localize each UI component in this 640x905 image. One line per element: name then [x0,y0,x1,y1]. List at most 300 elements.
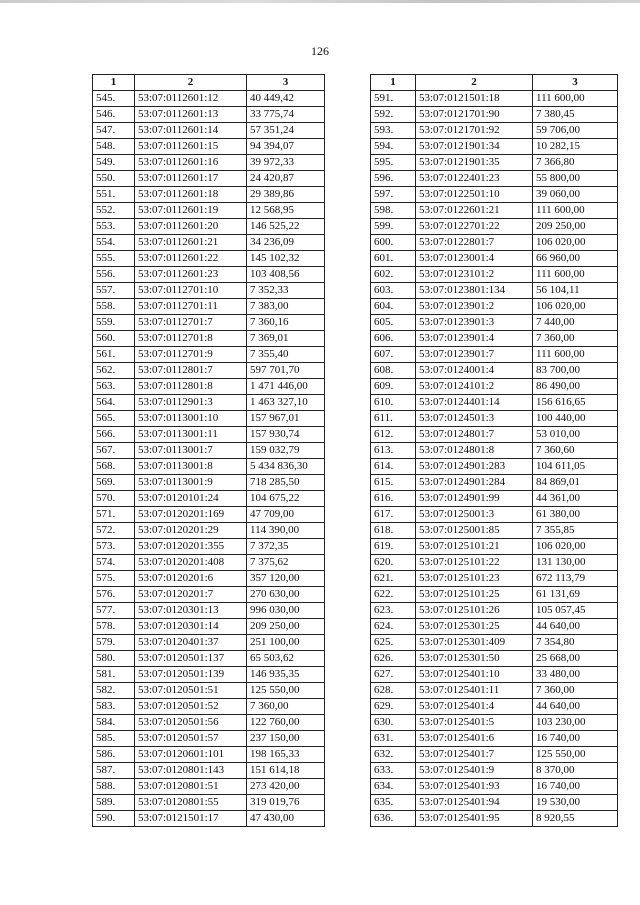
cadastral-number-cell: 53:07:0121901:34 [416,139,533,155]
table-row [93,443,325,459]
table-row [371,203,618,219]
row-number-cell: 587. [93,763,135,779]
cadastral-number-cell: 53:07:0120301:14 [135,619,247,635]
value-cell: 106 020,00 [533,299,618,315]
row-number-cell: 607. [371,347,416,363]
value-cell: 39 972,33 [247,155,325,171]
cadastral-number-cell: 53:07:0125101:26 [416,603,533,619]
value-cell: 33 775,74 [247,107,325,123]
cadastral-number-cell: 53:07:0113001:10 [135,411,247,427]
row-number-cell: 632. [371,747,416,763]
row-number-cell: 567. [93,443,135,459]
row-number-cell: 588. [93,779,135,795]
row-number-cell: 571. [93,507,135,523]
row-number-cell: 602. [371,267,416,283]
row-number-cell: 621. [371,571,416,587]
cadastral-number-cell: 53:07:0122601:21 [416,203,533,219]
row-number-cell: 558. [93,299,135,315]
row-number-cell: 616. [371,491,416,507]
value-cell: 94 394,07 [247,139,325,155]
cadastral-number-cell: 53:07:0120201:29 [135,523,247,539]
cadastral-number-cell: 53:07:0121701:90 [416,107,533,123]
cadastral-number-cell: 53:07:0112601:19 [135,203,247,219]
value-cell: 718 285,50 [247,475,325,491]
row-number-cell: 605. [371,315,416,331]
row-number-cell: 573. [93,539,135,555]
table-row [93,459,325,475]
page-number: 126 [311,44,329,58]
row-number-cell: 550. [93,171,135,187]
row-number-cell: 555. [93,251,135,267]
value-cell: 157 930,74 [247,427,325,443]
cadastral-number-cell: 53:07:0125101:21 [416,539,533,555]
row-number-cell: 574. [93,555,135,571]
row-number-cell: 593. [371,123,416,139]
cadastral-number-cell: 53:07:0120301:13 [135,603,247,619]
cadastral-number-cell: 53:07:0125401:7 [416,747,533,763]
column-header-value: 3 [247,75,325,91]
value-cell: 84 869,01 [533,475,618,491]
value-cell: 106 020,00 [533,235,618,251]
row-number-cell: 581. [93,667,135,683]
value-cell: 25 668,00 [533,651,618,667]
row-number-cell: 636. [371,811,416,827]
table-row [371,539,618,555]
row-number-cell: 599. [371,219,416,235]
cadastral-number-cell: 53:07:0121901:35 [416,155,533,171]
value-cell: 29 389,86 [247,187,325,203]
row-number-cell: 578. [93,619,135,635]
cadastral-number-cell: 53:07:0125401:94 [416,795,533,811]
cadastral-number-cell: 53:07:0112701:8 [135,331,247,347]
table-row [93,635,325,651]
row-number-cell: 598. [371,203,416,219]
cadastral-number-cell: 53:07:0120501:51 [135,683,247,699]
row-number-cell: 557. [93,283,135,299]
value-cell: 159 032,79 [247,443,325,459]
row-number-cell: 547. [93,123,135,139]
cadastral-number-cell: 53:07:0123001:4 [416,251,533,267]
value-cell: 44 361,00 [533,491,618,507]
table-row [93,523,325,539]
cadastral-number-cell: 53:07:0120601:101 [135,747,247,763]
left-register-table [92,74,325,827]
row-number-cell: 627. [371,667,416,683]
row-number-cell: 577. [93,603,135,619]
row-number-cell: 565. [93,411,135,427]
cadastral-number-cell: 53:07:0125001:85 [416,523,533,539]
cadastral-number-cell: 53:07:0123101:2 [416,267,533,283]
row-number-cell: 570. [93,491,135,507]
row-number-cell: 545. [93,91,135,107]
cadastral-number-cell: 53:07:0112601:20 [135,219,247,235]
row-number-cell: 583. [93,699,135,715]
table-header-row [371,75,618,91]
cadastral-number-cell: 53:07:0112601:21 [135,235,247,251]
table-row [371,427,618,443]
cadastral-number-cell: 53:07:0112701:10 [135,283,247,299]
value-cell: 7 383,00 [247,299,325,315]
cadastral-number-cell: 53:07:0113001:7 [135,443,247,459]
left-table-body [93,91,325,827]
table-row [371,603,618,619]
table-row [371,395,618,411]
value-cell: 66 960,00 [533,251,618,267]
table-row [371,779,618,795]
row-number-cell: 580. [93,651,135,667]
value-cell: 104 611,05 [533,459,618,475]
table-row [93,699,325,715]
table-row [371,651,618,667]
table-row [371,283,618,299]
table-row [93,555,325,571]
cadastral-number-cell: 53:07:0124901:99 [416,491,533,507]
value-cell: 39 060,00 [533,187,618,203]
cadastral-number-cell: 53:07:0112801:8 [135,379,247,395]
table-row [371,187,618,203]
cadastral-number-cell: 53:07:0125301:409 [416,635,533,651]
table-row [93,267,325,283]
cadastral-number-cell: 53:07:0112601:23 [135,267,247,283]
cadastral-number-cell: 53:07:0124001:4 [416,363,533,379]
row-number-cell: 561. [93,347,135,363]
value-cell: 111 600,00 [533,347,618,363]
row-number-cell: 628. [371,683,416,699]
row-number-cell: 590. [93,811,135,827]
table-row [371,475,618,491]
cadastral-number-cell: 53:07:0112701:9 [135,347,247,363]
table-row [371,315,618,331]
cadastral-number-cell: 53:07:0125401:5 [416,715,533,731]
cadastral-number-cell: 53:07:0125101:23 [416,571,533,587]
row-number-cell: 604. [371,299,416,315]
row-number-cell: 595. [371,155,416,171]
column-header-number: 1 [371,75,416,91]
value-cell: 209 250,00 [247,619,325,635]
table-row [371,379,618,395]
table-row [371,667,618,683]
row-number-cell: 606. [371,331,416,347]
row-number-cell: 566. [93,427,135,443]
table-row [371,331,618,347]
column-header-value: 3 [533,75,618,91]
value-cell: 146 935,35 [247,667,325,683]
cadastral-number-cell: 53:07:0121501:17 [135,811,247,827]
cadastral-number-cell: 53:07:0124501:3 [416,411,533,427]
table-row [93,283,325,299]
value-cell: 111 600,00 [533,203,618,219]
cadastral-number-cell: 53:07:0125401:11 [416,683,533,699]
value-cell: 273 420,00 [247,779,325,795]
cadastral-number-cell: 53:07:0125001:3 [416,507,533,523]
cadastral-number-cell: 53:07:0112601:18 [135,187,247,203]
value-cell: 16 740,00 [533,779,618,795]
cadastral-number-cell: 53:07:0120101:24 [135,491,247,507]
table-row [93,123,325,139]
row-number-cell: 589. [93,795,135,811]
value-cell: 24 420,87 [247,171,325,187]
row-number-cell: 591. [371,91,416,107]
column-header-cadastral: 2 [135,75,247,91]
cadastral-number-cell: 53:07:0124801:7 [416,427,533,443]
table-row [93,187,325,203]
table-row [371,363,618,379]
cadastral-number-cell: 53:07:0112801:7 [135,363,247,379]
row-number-cell: 612. [371,427,416,443]
value-cell: 1 463 327,10 [247,395,325,411]
value-cell: 7 355,40 [247,347,325,363]
value-cell: 57 351,24 [247,123,325,139]
row-number-cell: 622. [371,587,416,603]
table-row [93,779,325,795]
row-number-cell: 553. [93,219,135,235]
row-number-cell: 563. [93,379,135,395]
row-number-cell: 633. [371,763,416,779]
value-cell: 33 480,00 [533,667,618,683]
value-cell: 106 020,00 [533,539,618,555]
cadastral-number-cell: 53:07:0124101:2 [416,379,533,395]
value-cell: 34 236,09 [247,235,325,251]
table-row [93,251,325,267]
column-header-number: 1 [93,75,135,91]
value-cell: 47 430,00 [247,811,325,827]
table-row [93,795,325,811]
table-row [93,427,325,443]
value-cell: 16 740,00 [533,731,618,747]
table-row [93,747,325,763]
value-cell: 357 120,00 [247,571,325,587]
value-cell: 7 354,80 [533,635,618,651]
cadastral-number-cell: 53:07:0112901:3 [135,395,247,411]
value-cell: 105 057,45 [533,603,618,619]
value-cell: 125 550,00 [247,683,325,699]
row-number-cell: 619. [371,539,416,555]
table-row [371,443,618,459]
row-number-cell: 631. [371,731,416,747]
cadastral-number-cell: 53:07:0112601:12 [135,91,247,107]
cadastral-number-cell: 53:07:0124901:284 [416,475,533,491]
row-number-cell: 592. [371,107,416,123]
table-row [93,411,325,427]
table-row [93,219,325,235]
cadastral-number-cell: 53:07:0120801:51 [135,779,247,795]
table-row [93,571,325,587]
table-row [371,155,618,171]
cadastral-number-cell: 53:07:0125401:4 [416,699,533,715]
value-cell: 131 130,00 [533,555,618,571]
value-cell: 122 760,00 [247,715,325,731]
cadastral-number-cell: 53:07:0125401:95 [416,811,533,827]
row-number-cell: 623. [371,603,416,619]
value-cell: 7 360,16 [247,315,325,331]
value-cell: 7 360,00 [247,699,325,715]
cadastral-number-cell: 53:07:0120201:7 [135,587,247,603]
row-number-cell: 560. [93,331,135,347]
value-cell: 53 010,00 [533,427,618,443]
row-number-cell: 625. [371,635,416,651]
value-cell: 1 471 446,00 [247,379,325,395]
value-cell: 56 104,11 [533,283,618,299]
table-row [93,683,325,699]
value-cell: 12 568,95 [247,203,325,219]
value-cell: 10 282,15 [533,139,618,155]
right-table-body [371,91,618,827]
cadastral-number-cell: 53:07:0120201:408 [135,555,247,571]
table-row [93,475,325,491]
cadastral-number-cell: 53:07:0121701:92 [416,123,533,139]
table-row [371,635,618,651]
row-number-cell: 608. [371,363,416,379]
cadastral-number-cell: 53:07:0112601:13 [135,107,247,123]
table-row [371,619,618,635]
cadastral-number-cell: 53:07:0124401:14 [416,395,533,411]
table-row [93,379,325,395]
row-number-cell: 568. [93,459,135,475]
cadastral-number-cell: 53:07:0125401:93 [416,779,533,795]
row-number-cell: 585. [93,731,135,747]
table-row [371,683,618,699]
row-number-cell: 582. [93,683,135,699]
table-row [93,491,325,507]
cadastral-number-cell: 53:07:0120501:137 [135,651,247,667]
cadastral-number-cell: 53:07:0125401:9 [416,763,533,779]
table-row [93,731,325,747]
value-cell: 83 700,00 [533,363,618,379]
value-cell: 145 102,32 [247,251,325,267]
value-cell: 61 380,00 [533,507,618,523]
cadastral-number-cell: 53:07:0112601:15 [135,139,247,155]
cadastral-number-cell: 53:07:0122701:22 [416,219,533,235]
cadastral-number-cell: 53:07:0123901:2 [416,299,533,315]
row-number-cell: 575. [93,571,135,587]
table-row [371,235,618,251]
table-row [371,491,618,507]
cadastral-number-cell: 53:07:0123901:3 [416,315,533,331]
cadastral-number-cell: 53:07:0120201:355 [135,539,247,555]
cadastral-number-cell: 53:07:0125401:10 [416,667,533,683]
table-row [93,315,325,331]
value-cell: 251 100,00 [247,635,325,651]
cadastral-number-cell: 53:07:0125401:6 [416,731,533,747]
value-cell: 47 709,00 [247,507,325,523]
table-row [371,123,618,139]
scan-edge-artifact [0,0,640,3]
cadastral-number-cell: 53:07:0113001:9 [135,475,247,491]
table-row [93,235,325,251]
cadastral-number-cell: 53:07:0122501:10 [416,187,533,203]
row-number-cell: 603. [371,283,416,299]
row-number-cell: 624. [371,619,416,635]
value-cell: 103 230,00 [533,715,618,731]
value-cell: 65 503,62 [247,651,325,667]
value-cell: 319 019,76 [247,795,325,811]
row-number-cell: 584. [93,715,135,731]
cadastral-number-cell: 53:07:0125101:22 [416,555,533,571]
row-number-cell: 617. [371,507,416,523]
row-number-cell: 611. [371,411,416,427]
table-row [93,539,325,555]
table-row [93,299,325,315]
cadastral-number-cell: 53:07:0123901:4 [416,331,533,347]
table-row [93,603,325,619]
value-cell: 59 706,00 [533,123,618,139]
table-row [371,699,618,715]
value-cell: 996 030,00 [247,603,325,619]
value-cell: 44 640,00 [533,699,618,715]
value-cell: 146 525,22 [247,219,325,235]
value-cell: 7 355,85 [533,523,618,539]
cadastral-number-cell: 53:07:0122401:23 [416,171,533,187]
cadastral-number-cell: 53:07:0112701:11 [135,299,247,315]
value-cell: 8 370,00 [533,763,618,779]
table-row [371,107,618,123]
row-number-cell: 596. [371,171,416,187]
value-cell: 100 440,00 [533,411,618,427]
row-number-cell: 551. [93,187,135,203]
table-row [93,363,325,379]
table-row [93,331,325,347]
value-cell: 672 113,79 [533,571,618,587]
cadastral-number-cell: 53:07:0120801:143 [135,763,247,779]
table-row [93,587,325,603]
cadastral-number-cell: 53:07:0120501:139 [135,667,247,683]
table-row [371,459,618,475]
cadastral-number-cell: 53:07:0120501:57 [135,731,247,747]
value-cell: 7 369,01 [247,331,325,347]
value-cell: 156 616,65 [533,395,618,411]
row-number-cell: 626. [371,651,416,667]
value-cell: 7 380,45 [533,107,618,123]
cadastral-number-cell: 53:07:0121501:18 [416,91,533,107]
value-cell: 7 352,33 [247,283,325,299]
table-row [371,139,618,155]
cadastral-number-cell: 53:07:0120201:169 [135,507,247,523]
row-number-cell: 586. [93,747,135,763]
row-number-cell: 601. [371,251,416,267]
table-row [93,155,325,171]
row-number-cell: 564. [93,395,135,411]
table-row [371,171,618,187]
value-cell: 237 150,00 [247,731,325,747]
row-number-cell: 600. [371,235,416,251]
table-row [93,619,325,635]
table-row [371,811,618,827]
value-cell: 7 440,00 [533,315,618,331]
table-row [93,651,325,667]
table-row [93,139,325,155]
cadastral-number-cell: 53:07:0125101:25 [416,587,533,603]
cadastral-number-cell: 53:07:0124901:283 [416,459,533,475]
cadastral-number-cell: 53:07:0122801:7 [416,235,533,251]
row-number-cell: 620. [371,555,416,571]
value-cell: 7 375,62 [247,555,325,571]
value-cell: 209 250,00 [533,219,618,235]
table-row [93,91,325,107]
right-register-table [370,74,618,827]
table-row [371,571,618,587]
table-row [93,667,325,683]
table-row [371,219,618,235]
table-row [371,91,618,107]
cadastral-number-cell: 53:07:0120801:55 [135,795,247,811]
table-row [371,763,618,779]
table-row [93,507,325,523]
row-number-cell: 630. [371,715,416,731]
table-row [371,715,618,731]
cadastral-number-cell: 53:07:0120201:6 [135,571,247,587]
value-cell: 157 967,01 [247,411,325,427]
table-row [93,763,325,779]
